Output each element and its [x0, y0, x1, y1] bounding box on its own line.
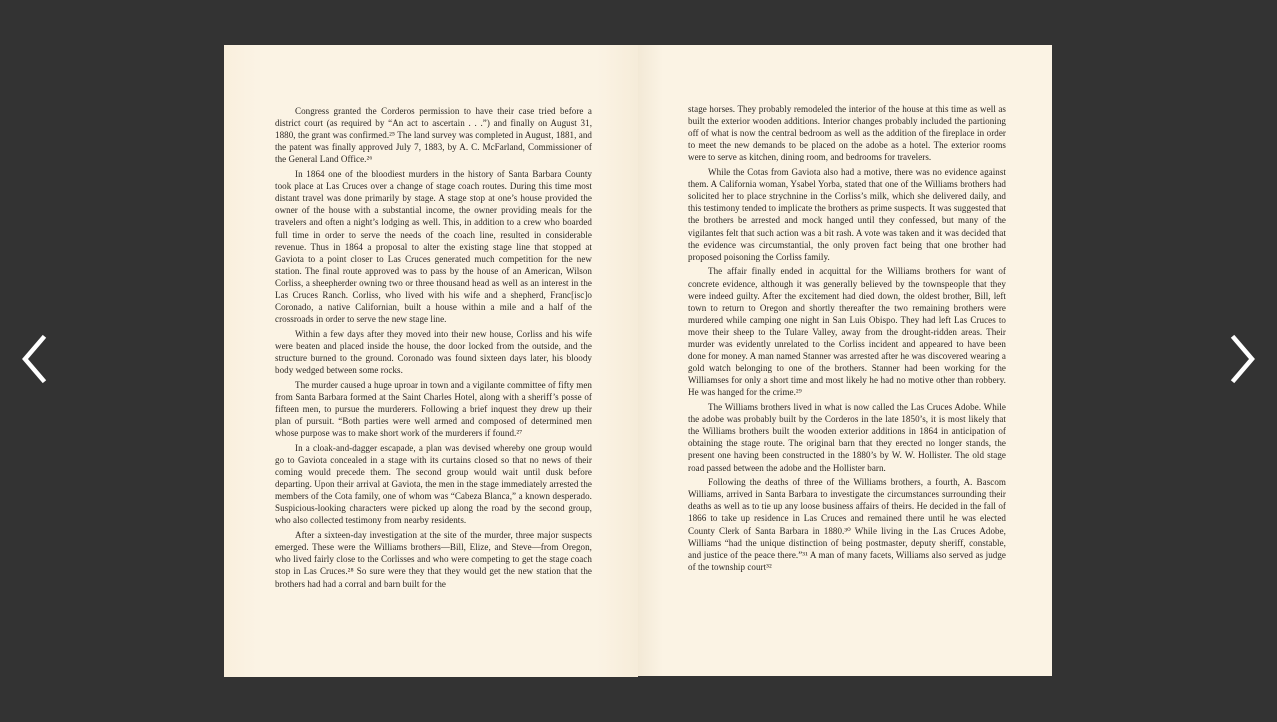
paragraph: Following the deaths of three of the Williams brothers, a fourth, A. Bascom Williams, arrived in Santa Barbara to investigate the circumstances surrounding their deaths as well as to tie up any loose business affairs of theirs. He decided in the fall of 1866 to take up residence in Las Cruces and remained there until he was elected County Clerk of Santa Barbara in 1880.³⁰ While living in the Las Cruces Adobe, Williams “had the unique distinction of being postmaster, deputy sheriff, constable, and justice of the peace there.”³¹ A man of many facets, Williams also served as judge of the township court³² [688, 477, 1006, 572]
chevron-left-icon [19, 334, 49, 384]
left-page [224, 45, 638, 677]
paragraph: The Williams brothers lived in what is now called the Las Cruces Adobe. While the adobe was probably built by the Corderos in the late 1850’s, it is most likely that the Williams brothers built the wooden exterior additions in 1864 in anticipation of obtaining the stage route. The original barn that they erected no longer stands, the present one having been constructed in the 1880’s by W. W. Hollister. The old stage road passed between the adobe and the Hollister barn. [688, 402, 1006, 473]
paragraph: In 1864 one of the bloodiest murders in the history of Santa Barbara County took place at Las Cruces over a change of stage coach routes. During this time most distant travel was done primarily by stage. A stage stop at one’s house provided the owner of the house with a substantial income, the owner providing meals for the travelers and often a night’s lodging as well. This, in addition to a crew who boarded full time in order to serve the needs of the coach line, resulted in considerable revenue. Thus in 1864 a proposal to alter the existing stage line that stopped at Gaviota to a point closer to Las Cruces generated much competition for the new station. The final route approved was to pass by the house of an American, Wilson Corliss, a sheepherder owning two or three thousand head as well as an interest in the Las Cruces Ranch. Corliss, who lived with his wife and a shepherd, Franc[isc]o Coronado, a native Californian, built a house within a mile and a half of the crossroads in order to serve the new stage line. [275, 169, 592, 325]
paragraph: The affair finally ended in acquittal for the Williams brothers for want of concrete evidence, although it was generally believed by the townspeople that they were indeed guilty. After the excitement had died down, the oldest brother, Bill, left town to return to Oregon and shortly thereafter the two remaining brothers were murdered while camping one night in San Luis Obispo. They had left Las Cruces to move their sheep to the Tulare Valley, away from the drought-ridden areas. Their murder was evidently unrelated to the Corliss incident and appeared to have been done for money. A man named Stanner was arrested after he was discovered wearing a gold watch belonging to one of the brothers. Stanner had been working for the Williamses for only a short time and most likely he had no motive other than robbery. He was hanged for the crime.²⁹ [688, 266, 1006, 398]
paragraph: While the Cotas from Gaviota also had a motive, there was no evidence against them. A California woman, Ysabel Yorba, stated that one of the Williams brothers had solicited her to place strychnine in the Corliss’s milk, which she delivered daily, and this testimony tended to implicate the brothers as prime suspects. It was suggested that the brothers be arrested and mock hanged until they confessed, but many of the vigilantes felt that such action was a bit rash. A vote was taken and it was decided that the evidence was circumstantial, the only proven fact being that one brother had proposed poisoning the Corliss family. [688, 167, 1006, 262]
paragraph: The murder caused a huge uproar in town and a vigilante committee of fifty men from Santa Barbara formed at the Saint Charles Hotel, along with a sheriff’s posse of fifteen men, to pursue the murderers. Following a brief inquest they drew up their plan of pursuit. “Both parties were well armed and composed of determined men whose purpose was to make short work of the murderers if found.²⁷ [275, 379, 592, 439]
paragraph-continued: stage horses. They probably remodeled the interior of the house at this time as well as built the exterior wooden additions. Interior changes probably included the partioning off of what is now the central bedroom as well as the addition of the fireplace in order to meet the new demands to be placed on the adobe as a hotel. The exterior rooms were to serve as kitchen, dining room, and bedrooms for travelers. [688, 104, 1006, 163]
paragraph: In a cloak-and-dagger escapade, a plan was devised whereby one group would go to Gaviota concealed in a stage with its curtains closed so that no news of their coming would precede them. The second group would wait until dusk before departing. Upon their arrival at Gaviota, the men in the stage immediately arrested the members of the Cota family, one of whom was “Cabeza Blanca,” a known desperado. Suspicious-looking characters were picked up along the road by the second group, who also collected testimony from nearby residents. [275, 442, 592, 526]
chevron-right-icon [1228, 334, 1258, 384]
page-spread [224, 45, 1052, 677]
right-page [638, 45, 1052, 676]
paragraph: Within a few days after they moved into their new house, Corliss and his wife were beaten and placed inside the house, the door locked from the outside, and the structure burned to the ground. Coronado was found sixteen days later, his bloody body wedged between some rocks. [275, 328, 592, 376]
previous-page-button[interactable] [14, 331, 54, 387]
paragraph: Congress granted the Corderos permission to have their case tried before a district court (as required by “An act to ascertain . . .”) and finally on August 31, 1880, the grant was confirmed.²⁵ The land survey was completed in August, 1881, and the patent was finally approved July 7, 1883, by A. C. McFarland, Commissioner of the General Land Office.²⁶ [275, 106, 592, 165]
next-page-button[interactable] [1223, 331, 1263, 387]
paragraph: After a sixteen-day investigation at the site of the murder, three major suspects emerged. These were the Williams brothers—Bill, Elize, and Steve—from Oregon, who lived fairly close to the Corlisses and who were competing to get the stage coach stop in Las Cruces.²⁸ So sure were they that they would get the new station that the brothers had had a corral and barn built for the [275, 530, 592, 589]
